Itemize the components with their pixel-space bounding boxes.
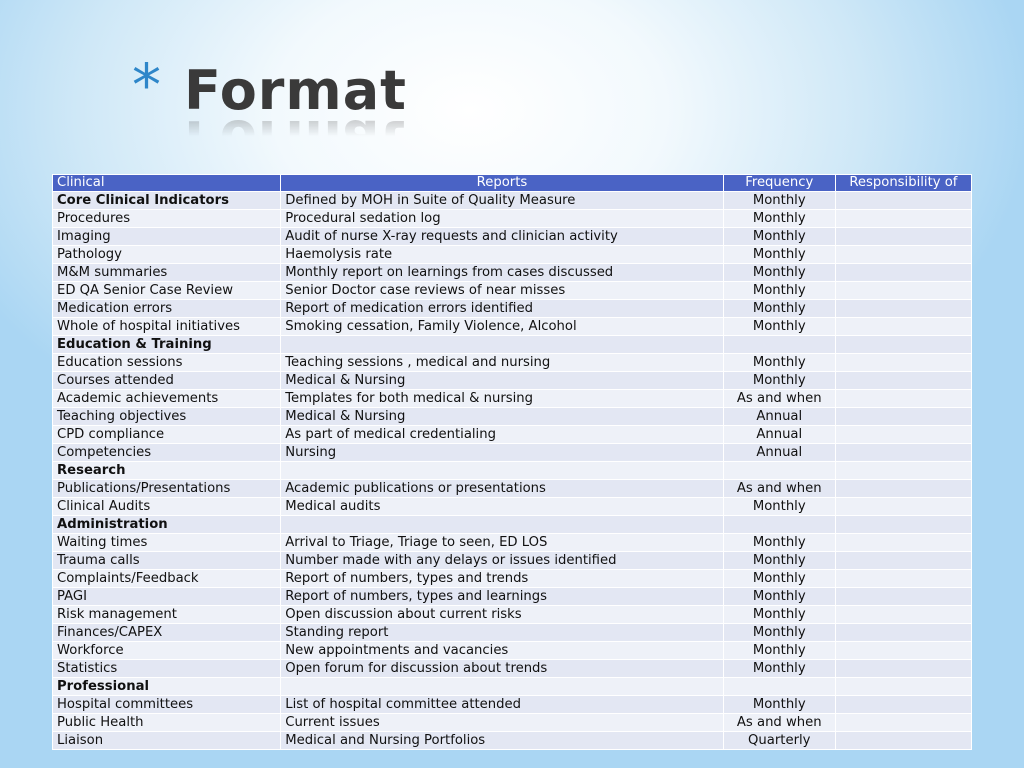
cell-reports: Open forum for discussion about trends bbox=[281, 660, 723, 678]
table-row bbox=[53, 696, 972, 714]
cell-reports: Senior Doctor case reviews of near misses bbox=[281, 282, 723, 300]
table-row bbox=[53, 390, 972, 408]
cell-clinical: Administration bbox=[53, 516, 281, 534]
table-row bbox=[53, 246, 972, 264]
cell-responsibility bbox=[835, 192, 971, 210]
header-responsibility: Responsibility of bbox=[835, 175, 971, 192]
cell-frequency: Monthly bbox=[723, 210, 835, 228]
cell-responsibility bbox=[835, 444, 971, 462]
cell-responsibility bbox=[835, 372, 971, 390]
cell-responsibility bbox=[835, 660, 971, 678]
cell-responsibility bbox=[835, 300, 971, 318]
cell-frequency: As and when bbox=[723, 390, 835, 408]
cell-frequency: Monthly bbox=[723, 282, 835, 300]
cell-frequency: As and when bbox=[723, 714, 835, 732]
section-header-row bbox=[53, 516, 972, 534]
table-row bbox=[53, 228, 972, 246]
table-row bbox=[53, 426, 972, 444]
header-reports: Reports bbox=[281, 175, 723, 192]
cell-reports bbox=[281, 516, 723, 534]
cell-reports: Nursing bbox=[281, 444, 723, 462]
cell-reports: Haemolysis rate bbox=[281, 246, 723, 264]
cell-reports: Standing report bbox=[281, 624, 723, 642]
cell-responsibility bbox=[835, 426, 971, 444]
cell-responsibility bbox=[835, 408, 971, 426]
cell-frequency: Monthly bbox=[723, 642, 835, 660]
cell-frequency: Annual bbox=[723, 426, 835, 444]
cell-reports: As part of medical credentialing bbox=[281, 426, 723, 444]
cell-frequency: Monthly bbox=[723, 624, 835, 642]
cell-reports: Templates for both medical & nursing bbox=[281, 390, 723, 408]
table-row bbox=[53, 480, 972, 498]
cell-reports: Medical & Nursing bbox=[281, 372, 723, 390]
cell-reports bbox=[281, 678, 723, 696]
cell-reports: Medical & Nursing bbox=[281, 408, 723, 426]
cell-clinical: Competencies bbox=[53, 444, 281, 462]
cell-frequency: Monthly bbox=[723, 318, 835, 336]
table-row bbox=[53, 624, 972, 642]
cell-frequency: Monthly bbox=[723, 696, 835, 714]
slide-title: Format bbox=[184, 59, 407, 122]
table-row bbox=[53, 534, 972, 552]
cell-responsibility bbox=[835, 570, 971, 588]
section-header-row bbox=[53, 462, 972, 480]
table-body bbox=[53, 192, 972, 750]
cell-reports: Report of numbers, types and trends bbox=[281, 570, 723, 588]
cell-frequency: Monthly bbox=[723, 354, 835, 372]
cell-frequency: Monthly bbox=[723, 588, 835, 606]
cell-clinical: Trauma calls bbox=[53, 552, 281, 570]
cell-frequency: Monthly bbox=[723, 570, 835, 588]
cell-clinical: CPD compliance bbox=[53, 426, 281, 444]
table-header-row bbox=[53, 175, 972, 192]
cell-clinical: Complaints/Feedback bbox=[53, 570, 281, 588]
cell-responsibility bbox=[835, 246, 971, 264]
cell-responsibility bbox=[835, 354, 971, 372]
cell-responsibility bbox=[835, 516, 971, 534]
cell-clinical: Risk management bbox=[53, 606, 281, 624]
cell-reports: Audit of nurse X-ray requests and clinician activity bbox=[281, 228, 723, 246]
table-row bbox=[53, 498, 972, 516]
table-row bbox=[53, 714, 972, 732]
cell-reports: Defined by MOH in Suite of Quality Measure bbox=[281, 192, 723, 210]
cell-reports: Number made with any delays or issues identified bbox=[281, 552, 723, 570]
cell-responsibility bbox=[835, 624, 971, 642]
table-row bbox=[53, 660, 972, 678]
cell-responsibility bbox=[835, 606, 971, 624]
cell-frequency: Monthly bbox=[723, 552, 835, 570]
cell-reports: Monthly report on learnings from cases discussed bbox=[281, 264, 723, 282]
cell-reports: Smoking cessation, Family Violence, Alcohol bbox=[281, 318, 723, 336]
cell-responsibility bbox=[835, 390, 971, 408]
cell-responsibility bbox=[835, 678, 971, 696]
cell-responsibility bbox=[835, 534, 971, 552]
cell-clinical: Courses attended bbox=[53, 372, 281, 390]
cell-reports: New appointments and vacancies bbox=[281, 642, 723, 660]
cell-responsibility bbox=[835, 480, 971, 498]
table-row bbox=[53, 210, 972, 228]
cell-reports: Procedural sedation log bbox=[281, 210, 723, 228]
cell-frequency: Monthly bbox=[723, 300, 835, 318]
cell-reports bbox=[281, 336, 723, 354]
cell-clinical: ED QA Senior Case Review bbox=[53, 282, 281, 300]
cell-reports: Current issues bbox=[281, 714, 723, 732]
table-row bbox=[53, 354, 972, 372]
cell-responsibility bbox=[835, 462, 971, 480]
cell-clinical: Public Health bbox=[53, 714, 281, 732]
cell-clinical: Professional bbox=[53, 678, 281, 696]
cell-reports: Medical and Nursing Portfolios bbox=[281, 732, 723, 750]
cell-clinical: Clinical Audits bbox=[53, 498, 281, 516]
cell-clinical: Procedures bbox=[53, 210, 281, 228]
cell-responsibility bbox=[835, 282, 971, 300]
cell-frequency bbox=[723, 462, 835, 480]
cell-clinical: Hospital committees bbox=[53, 696, 281, 714]
cell-frequency bbox=[723, 336, 835, 354]
table-row bbox=[53, 588, 972, 606]
cell-frequency: Monthly bbox=[723, 228, 835, 246]
header-clinical: Clinical bbox=[53, 175, 281, 192]
cell-frequency: Quarterly bbox=[723, 732, 835, 750]
cell-frequency: Monthly bbox=[723, 264, 835, 282]
table-row bbox=[53, 444, 972, 462]
cell-frequency bbox=[723, 516, 835, 534]
table-row bbox=[53, 318, 972, 336]
cell-reports: Report of numbers, types and learnings bbox=[281, 588, 723, 606]
cell-responsibility bbox=[835, 210, 971, 228]
cell-responsibility bbox=[835, 714, 971, 732]
cell-clinical: Publications/Presentations bbox=[53, 480, 281, 498]
table-row bbox=[53, 732, 972, 750]
cell-clinical: Liaison bbox=[53, 732, 281, 750]
cell-responsibility bbox=[835, 552, 971, 570]
cell-reports: Report of medication errors identified bbox=[281, 300, 723, 318]
cell-reports: Open discussion about current risks bbox=[281, 606, 723, 624]
title-bullet-asterisk: * bbox=[132, 51, 161, 119]
cell-reports bbox=[281, 462, 723, 480]
cell-frequency: Annual bbox=[723, 444, 835, 462]
cell-clinical: Research bbox=[53, 462, 281, 480]
report-format-table bbox=[52, 174, 972, 750]
table-row bbox=[53, 570, 972, 588]
cell-frequency bbox=[723, 678, 835, 696]
table-row bbox=[53, 408, 972, 426]
section-header-row bbox=[53, 678, 972, 696]
table-row bbox=[53, 300, 972, 318]
cell-reports: Teaching sessions , medical and nursing bbox=[281, 354, 723, 372]
cell-responsibility bbox=[835, 336, 971, 354]
cell-clinical: Whole of hospital initiatives bbox=[53, 318, 281, 336]
cell-frequency: Monthly bbox=[723, 246, 835, 264]
table-row bbox=[53, 372, 972, 390]
cell-responsibility bbox=[835, 588, 971, 606]
cell-clinical: PAGI bbox=[53, 588, 281, 606]
cell-clinical: Academic achievements bbox=[53, 390, 281, 408]
section-header-row bbox=[53, 336, 972, 354]
table-row bbox=[53, 606, 972, 624]
cell-reports: Medical audits bbox=[281, 498, 723, 516]
cell-clinical: Finances/CAPEX bbox=[53, 624, 281, 642]
cell-responsibility bbox=[835, 318, 971, 336]
cell-clinical: Education & Training bbox=[53, 336, 281, 354]
cell-responsibility bbox=[835, 642, 971, 660]
cell-responsibility bbox=[835, 498, 971, 516]
table-row bbox=[53, 264, 972, 282]
cell-clinical: Teaching objectives bbox=[53, 408, 281, 426]
cell-frequency: As and when bbox=[723, 480, 835, 498]
cell-reports: Academic publications or presentations bbox=[281, 480, 723, 498]
table-row bbox=[53, 282, 972, 300]
cell-clinical: Statistics bbox=[53, 660, 281, 678]
cell-clinical: Imaging bbox=[53, 228, 281, 246]
table-row bbox=[53, 642, 972, 660]
table-row bbox=[53, 552, 972, 570]
cell-clinical: Pathology bbox=[53, 246, 281, 264]
section-header-row bbox=[53, 192, 972, 210]
header-frequency: Frequency bbox=[723, 175, 835, 192]
cell-frequency: Monthly bbox=[723, 372, 835, 390]
cell-frequency: Monthly bbox=[723, 660, 835, 678]
cell-clinical: Medication errors bbox=[53, 300, 281, 318]
cell-reports: Arrival to Triage, Triage to seen, ED LOS bbox=[281, 534, 723, 552]
cell-frequency: Monthly bbox=[723, 192, 835, 210]
cell-frequency: Annual bbox=[723, 408, 835, 426]
cell-clinical: Core Clinical Indicators bbox=[53, 192, 281, 210]
cell-frequency: Monthly bbox=[723, 534, 835, 552]
cell-responsibility bbox=[835, 696, 971, 714]
cell-responsibility bbox=[835, 732, 971, 750]
cell-frequency: Monthly bbox=[723, 606, 835, 624]
cell-responsibility bbox=[835, 264, 971, 282]
cell-responsibility bbox=[835, 228, 971, 246]
cell-frequency: Monthly bbox=[723, 498, 835, 516]
cell-clinical: Waiting times bbox=[53, 534, 281, 552]
cell-reports: List of hospital committee attended bbox=[281, 696, 723, 714]
table-header bbox=[53, 175, 972, 192]
cell-clinical: Workforce bbox=[53, 642, 281, 660]
cell-clinical: Education sessions bbox=[53, 354, 281, 372]
cell-clinical: M&M summaries bbox=[53, 264, 281, 282]
